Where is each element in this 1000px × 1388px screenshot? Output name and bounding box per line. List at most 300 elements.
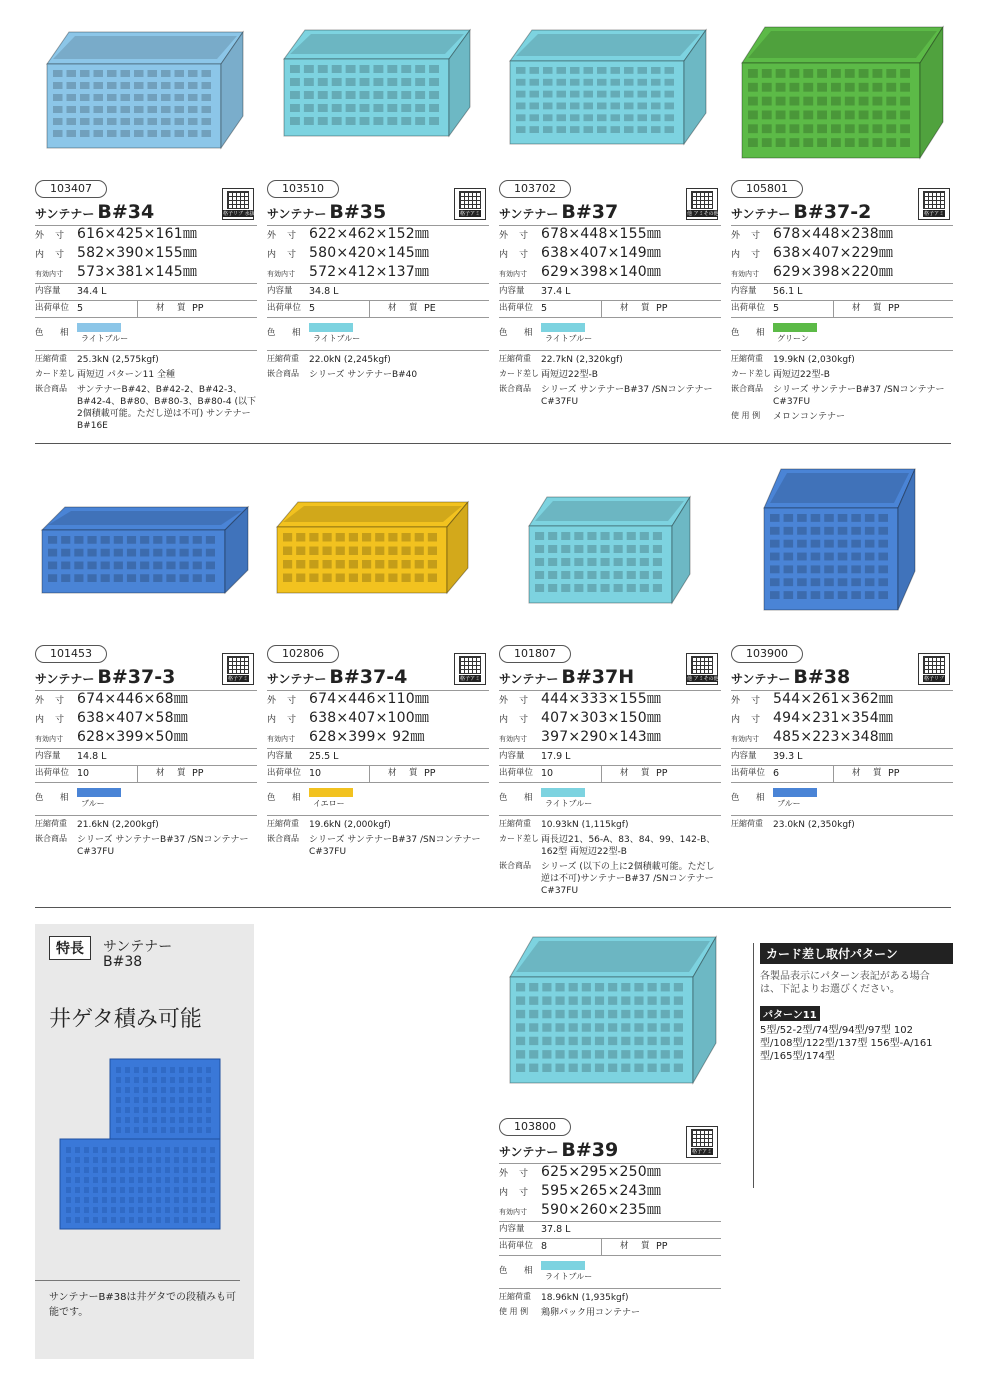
mesh-hole xyxy=(193,549,202,557)
mesh-hole xyxy=(309,560,318,569)
mesh-hole xyxy=(597,79,607,86)
dim-label: 外 寸 xyxy=(731,695,762,706)
mesh-hole xyxy=(152,1107,157,1113)
mesh-hole xyxy=(116,1107,121,1113)
color-swatch xyxy=(77,788,121,797)
capacity-row xyxy=(499,1221,721,1238)
mesh-hole xyxy=(574,584,583,592)
material-grid-icon xyxy=(222,653,254,685)
mesh-hole xyxy=(803,124,813,133)
mesh-hole xyxy=(770,565,780,573)
mesh-hole xyxy=(93,1177,98,1183)
note-value: メロンコンテナー xyxy=(773,412,846,423)
mesh-hole xyxy=(651,126,661,133)
mesh-hole xyxy=(530,126,540,133)
mesh-hole xyxy=(323,574,332,583)
mesh-hole xyxy=(388,560,397,569)
mesh-hole xyxy=(296,547,305,556)
mesh-hole xyxy=(296,533,305,542)
mesh-hole xyxy=(202,82,212,89)
mesh-hole xyxy=(640,545,649,553)
mesh-hole xyxy=(202,106,212,113)
mesh-hole xyxy=(134,1067,139,1073)
mesh-hole xyxy=(165,1167,170,1173)
mesh-hole xyxy=(183,1147,188,1153)
mesh-hole xyxy=(621,1023,630,1031)
mesh-hole xyxy=(555,1023,564,1031)
mesh-hole xyxy=(283,533,292,542)
mesh-hole xyxy=(147,1197,152,1203)
mesh-hole xyxy=(192,1177,197,1183)
unit-value: 5 xyxy=(541,301,602,317)
mesh-hole xyxy=(790,69,800,78)
mesh-hole xyxy=(210,1187,215,1193)
capacity-row xyxy=(35,283,257,300)
mesh-hole xyxy=(121,106,131,113)
mesh-hole xyxy=(120,1177,125,1183)
mesh-hole xyxy=(570,67,580,74)
mesh-hole xyxy=(138,1207,143,1213)
mesh-hole xyxy=(555,1050,564,1058)
crate-interior xyxy=(290,34,464,54)
mesh-hole xyxy=(75,1147,80,1153)
mesh-hole xyxy=(859,83,869,92)
mesh-hole xyxy=(134,1117,139,1123)
mesh-hole xyxy=(831,124,841,133)
mesh-hole xyxy=(574,532,583,540)
mesh-hole xyxy=(192,1187,197,1193)
mesh-hole xyxy=(143,1127,148,1133)
mesh-hole xyxy=(192,1217,197,1223)
crate-image-b39 xyxy=(508,935,718,1085)
mesh-hole xyxy=(129,1217,134,1223)
mesh-hole xyxy=(102,1187,107,1193)
mesh-hole xyxy=(803,111,813,120)
mesh-hole xyxy=(102,1147,107,1153)
mesh-hole xyxy=(206,536,215,544)
color-label: 色 相 xyxy=(267,793,305,804)
mesh-hole xyxy=(587,571,596,579)
spec-note xyxy=(499,861,721,897)
mesh-hole xyxy=(555,1037,564,1045)
mesh-hole xyxy=(161,130,171,137)
mesh-hole xyxy=(175,130,185,137)
mesh-hole xyxy=(661,1037,670,1045)
mesh-hole xyxy=(790,83,800,92)
color-name: ブルー xyxy=(81,799,105,809)
mesh-hole xyxy=(542,1010,551,1018)
mesh-hole xyxy=(121,130,131,137)
mesh-hole xyxy=(557,103,567,110)
mesh-hole xyxy=(401,65,411,73)
mesh-hole xyxy=(429,78,439,86)
mesh-hole xyxy=(80,70,90,77)
material-value: PP xyxy=(656,767,668,779)
inner-dimension xyxy=(731,710,953,729)
mesh-hole xyxy=(640,558,649,566)
mesh-hole xyxy=(611,79,621,86)
mesh-hole xyxy=(147,1187,152,1193)
note-value: サンテナーB#42、B#42-2、B#42-3、B#42-4、B#80、B#80-3、B#80-4 (以下2個積載可能。ただし逆は不可) サンテナーB#16E xyxy=(77,385,256,432)
mesh-hole xyxy=(770,591,780,599)
mesh-hole xyxy=(845,69,855,78)
mesh-hole xyxy=(661,1050,670,1058)
mesh-hole xyxy=(811,565,821,573)
mesh-hole xyxy=(202,70,212,77)
capacity-value: 34.4 L xyxy=(77,285,107,297)
spec-note xyxy=(499,354,721,366)
mesh-hole xyxy=(574,545,583,553)
color-swatch xyxy=(541,323,585,332)
mesh-hole xyxy=(170,1107,175,1113)
dim-value: 573×381×145㎜ xyxy=(77,263,198,280)
mesh-hole xyxy=(140,562,149,570)
mesh-hole xyxy=(290,104,300,112)
color-row xyxy=(731,317,953,351)
mesh-hole xyxy=(116,1117,121,1123)
mesh-hole xyxy=(134,1097,139,1103)
spec-note xyxy=(731,354,953,366)
mesh-hole xyxy=(665,91,675,98)
mesh-hole xyxy=(318,78,328,86)
mesh-hole xyxy=(614,558,623,566)
crate-interior xyxy=(748,31,937,58)
mesh-hole xyxy=(179,1117,184,1123)
mesh-hole xyxy=(156,1167,161,1173)
mesh-hole xyxy=(548,571,557,579)
mesh-hole xyxy=(107,94,117,101)
mesh-hole xyxy=(156,1147,161,1153)
mesh-hole xyxy=(201,1147,206,1153)
mesh-hole xyxy=(529,1064,538,1072)
mesh-hole xyxy=(201,1207,206,1213)
mesh-hole xyxy=(93,1217,98,1223)
mesh-hole xyxy=(174,1167,179,1173)
dim-value: 674×446×68㎜ xyxy=(77,690,188,707)
mesh-hole xyxy=(156,1157,161,1163)
mesh-hole xyxy=(143,1087,148,1093)
brand-name: サンテナー xyxy=(499,206,559,221)
mesh-hole xyxy=(129,1167,134,1173)
note-key: 圧縮荷重 xyxy=(499,818,531,828)
effective-dimension xyxy=(731,729,953,748)
mesh-hole xyxy=(188,1097,193,1103)
material-label: 材 質 xyxy=(852,303,884,314)
mesh-hole xyxy=(192,1167,197,1173)
grid-pattern-icon xyxy=(459,656,481,674)
mesh-hole xyxy=(290,117,300,125)
feature-caption: サンテナーB#38は井ゲタでの段積みも可能です。 xyxy=(49,1292,236,1318)
mesh-hole xyxy=(770,514,780,522)
mesh-hole xyxy=(584,103,594,110)
capacity-row xyxy=(731,283,953,300)
icon-label: 格子アミ xyxy=(459,211,480,217)
mesh-hole xyxy=(561,558,570,566)
effective-dimension xyxy=(267,264,489,283)
mesh-hole xyxy=(192,1197,197,1203)
mesh-hole xyxy=(93,1207,98,1213)
grid-pattern-icon xyxy=(227,656,249,674)
mesh-hole xyxy=(192,1147,197,1153)
mesh-hole xyxy=(318,65,328,73)
mesh-hole xyxy=(529,1023,538,1031)
mesh-hole xyxy=(674,1050,683,1058)
mesh-hole xyxy=(865,553,875,561)
grid-pattern-icon xyxy=(459,191,481,209)
mesh-hole xyxy=(865,591,875,599)
mesh-hole xyxy=(66,1197,71,1203)
mesh-hole xyxy=(634,1010,643,1018)
mesh-hole xyxy=(323,547,332,556)
mesh-hole xyxy=(851,578,861,586)
mesh-hole xyxy=(516,996,525,1004)
mesh-hole xyxy=(161,118,171,125)
material-grid-icon xyxy=(454,188,486,220)
mesh-hole xyxy=(161,1127,166,1133)
note-key: カード差し xyxy=(731,368,771,378)
mesh-hole xyxy=(375,574,384,583)
note-key: 嵌合商品 xyxy=(35,384,67,394)
mesh-hole xyxy=(387,78,397,86)
mesh-hole xyxy=(174,1147,179,1153)
mesh-hole xyxy=(762,97,772,106)
mesh-hole xyxy=(147,1157,152,1163)
mesh-hole xyxy=(373,78,383,86)
mesh-hole xyxy=(138,1167,143,1173)
spec-note xyxy=(499,834,721,858)
spec-note xyxy=(499,384,721,408)
mesh-hole xyxy=(797,578,807,586)
mesh-hole xyxy=(865,540,875,548)
mesh-hole xyxy=(346,65,356,73)
mesh-hole xyxy=(530,114,540,121)
note-key: 圧縮荷重 xyxy=(499,1291,531,1301)
inner-dimension xyxy=(499,710,721,729)
mesh-hole xyxy=(584,114,594,121)
mesh-hole xyxy=(614,571,623,579)
mesh-hole xyxy=(570,126,580,133)
mesh-hole xyxy=(66,1207,71,1213)
mesh-hole xyxy=(851,540,861,548)
mesh-hole xyxy=(84,1217,89,1223)
mesh-hole xyxy=(624,103,634,110)
mesh-hole xyxy=(561,545,570,553)
spec-note xyxy=(499,1307,721,1319)
mesh-hole xyxy=(595,983,604,991)
material-label: 材 質 xyxy=(852,768,884,779)
mesh-hole xyxy=(152,1097,157,1103)
dim-label: 内 寸 xyxy=(35,714,66,725)
mesh-hole xyxy=(166,562,175,570)
crate-image-b372 xyxy=(740,25,945,160)
mesh-hole xyxy=(797,565,807,573)
section-divider xyxy=(35,907,951,908)
mesh-hole xyxy=(900,138,910,147)
mesh-hole xyxy=(120,1207,125,1213)
inner-dimension xyxy=(35,710,257,729)
mesh-hole xyxy=(748,69,758,78)
mesh-hole xyxy=(878,514,888,522)
mesh-hole xyxy=(183,1217,188,1223)
dim-label: 内 寸 xyxy=(731,249,762,260)
mesh-hole xyxy=(75,1197,80,1203)
spec-note xyxy=(731,819,953,831)
mesh-hole xyxy=(817,124,827,133)
mesh-hole xyxy=(210,1157,215,1163)
mesh-hole xyxy=(175,70,185,77)
mesh-hole xyxy=(153,536,162,544)
mesh-hole xyxy=(165,1217,170,1223)
mesh-hole xyxy=(570,79,580,86)
mesh-hole xyxy=(611,103,621,110)
mesh-hole xyxy=(790,138,800,147)
mesh-hole xyxy=(138,1217,143,1223)
mesh-hole xyxy=(529,983,538,991)
mesh-hole xyxy=(48,549,57,557)
mesh-hole xyxy=(197,1117,202,1123)
mesh-hole xyxy=(174,1217,179,1223)
mesh-hole xyxy=(120,1217,125,1223)
mesh-hole xyxy=(332,91,342,99)
mesh-hole xyxy=(614,532,623,540)
mesh-hole xyxy=(147,1217,152,1223)
mesh-hole xyxy=(535,545,544,553)
mesh-hole xyxy=(762,69,772,78)
mesh-hole xyxy=(627,571,636,579)
model-name: B#37H xyxy=(561,665,635,688)
mesh-hole xyxy=(188,1127,193,1133)
mesh-hole xyxy=(61,536,70,544)
mesh-hole xyxy=(94,118,104,125)
capacity-label: 内容量 xyxy=(267,751,293,762)
mesh-hole xyxy=(210,1207,215,1213)
product-photo xyxy=(762,467,917,616)
mesh-hole xyxy=(900,69,910,78)
mesh-hole xyxy=(674,1037,683,1045)
mesh-hole xyxy=(388,574,397,583)
mesh-hole xyxy=(873,97,883,106)
mesh-hole xyxy=(530,103,540,110)
mesh-hole xyxy=(584,126,594,133)
dim-value: 629×398×140㎜ xyxy=(541,263,662,280)
color-row xyxy=(731,782,953,816)
mesh-hole xyxy=(803,138,813,147)
unit-value: 5 xyxy=(773,301,834,317)
mesh-hole xyxy=(402,574,411,583)
mesh-hole xyxy=(784,514,794,522)
mesh-hole xyxy=(102,1207,107,1213)
mesh-hole xyxy=(415,91,425,99)
mesh-hole xyxy=(206,1097,211,1103)
mesh-hole xyxy=(542,1023,551,1031)
grid-pattern-icon xyxy=(691,1129,713,1147)
mesh-hole xyxy=(87,549,96,557)
mesh-hole xyxy=(784,553,794,561)
model-name: B#38 xyxy=(793,665,851,688)
color-label: 色 相 xyxy=(35,793,73,804)
mesh-hole xyxy=(648,1037,657,1045)
mesh-hole xyxy=(107,106,117,113)
mesh-hole xyxy=(318,104,328,112)
mesh-hole xyxy=(152,1067,157,1073)
inner-dimension xyxy=(499,1183,721,1202)
dim-value: 622×462×152㎜ xyxy=(309,225,430,242)
spec-note xyxy=(267,834,489,858)
mesh-hole xyxy=(74,549,83,557)
mesh-hole xyxy=(574,571,583,579)
mesh-hole xyxy=(101,549,110,557)
brand-name: サンテナー xyxy=(499,1144,559,1159)
mesh-hole xyxy=(548,558,557,566)
mesh-hole xyxy=(587,558,596,566)
note-key: 嵌合商品 xyxy=(731,384,763,394)
capacity-row xyxy=(499,748,721,765)
mesh-hole xyxy=(375,547,384,556)
mesh-hole xyxy=(53,82,63,89)
mesh-hole xyxy=(192,1157,197,1163)
mesh-hole xyxy=(346,78,356,86)
feature-title: サンテナー xyxy=(103,939,173,955)
dim-label: 内 寸 xyxy=(267,714,298,725)
mesh-hole xyxy=(569,1010,578,1018)
mesh-hole xyxy=(634,1037,643,1045)
mesh-hole xyxy=(608,983,617,991)
mesh-hole xyxy=(129,1197,134,1203)
mesh-hole xyxy=(543,103,553,110)
unit-label: 出荷単位 xyxy=(499,1241,534,1252)
unit-value: 5 xyxy=(309,301,370,317)
mesh-hole xyxy=(140,574,149,582)
mesh-hole xyxy=(116,1127,121,1133)
material-grid-icon xyxy=(686,653,718,685)
mesh-hole xyxy=(166,549,175,557)
color-swatch xyxy=(309,323,353,332)
mesh-hole xyxy=(93,1167,98,1173)
note-key: 使 用 例 xyxy=(499,1306,529,1316)
mesh-hole xyxy=(535,532,544,540)
mesh-hole xyxy=(611,126,621,133)
mesh-hole xyxy=(638,126,648,133)
mesh-hole xyxy=(53,130,63,137)
icon-label: 格子リブ xyxy=(923,676,944,682)
mesh-hole xyxy=(608,1023,617,1031)
mesh-hole xyxy=(865,514,875,522)
mesh-hole xyxy=(197,1087,202,1093)
mesh-hole xyxy=(548,545,557,553)
note-value: 鶏卵パック用コンテナー xyxy=(541,1307,641,1318)
mesh-hole xyxy=(67,106,77,113)
mesh-hole xyxy=(543,114,553,121)
note-key: 圧縮荷重 xyxy=(731,353,763,363)
note-value: 22.7kN (2,320kgf) xyxy=(541,354,623,365)
mesh-hole xyxy=(817,83,827,92)
mesh-hole xyxy=(530,79,540,86)
spec-note xyxy=(35,834,257,858)
mesh-hole xyxy=(174,1207,179,1213)
mesh-hole xyxy=(80,106,90,113)
crate-image-b374 xyxy=(275,500,470,595)
outer-dimension xyxy=(731,226,953,245)
mesh-hole xyxy=(651,67,661,74)
dim-label: 有効内寸 xyxy=(35,269,63,278)
mesh-hole xyxy=(373,117,383,125)
product-photo xyxy=(508,28,708,150)
color-name: ライトブルー xyxy=(545,799,593,809)
outer-dimension xyxy=(267,691,489,710)
mesh-hole xyxy=(201,1187,206,1193)
mesh-hole xyxy=(188,130,198,137)
mesh-hole xyxy=(66,1167,71,1173)
